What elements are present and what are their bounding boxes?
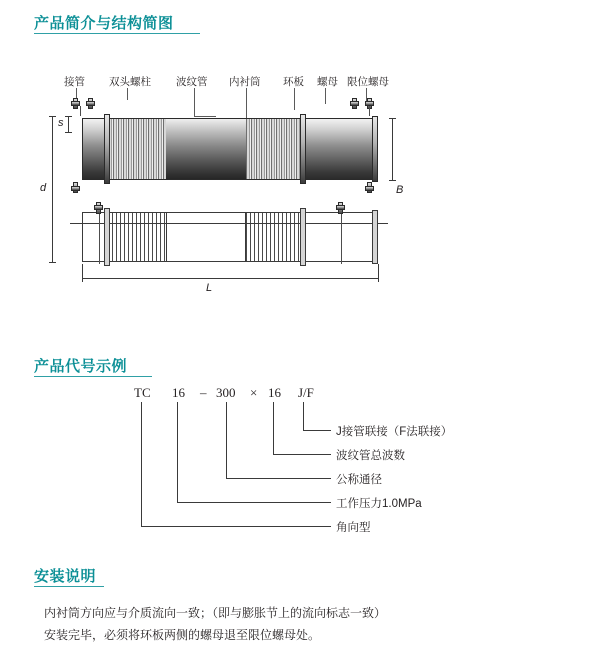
code-leader-h-pressure (177, 502, 331, 503)
code-leader-v-connection (303, 402, 304, 430)
section-view-ring-plate-right (300, 208, 306, 266)
section-tie-rod-right (341, 214, 342, 264)
tie-rod-right (369, 106, 370, 116)
dim-L-line (82, 278, 378, 279)
code-leader-h-diameter (226, 478, 331, 479)
dim-L-ext-left (82, 264, 83, 278)
tie-rod-left (80, 106, 81, 116)
code-leader-v-pressure (177, 402, 178, 502)
dim-d-tick-top (49, 116, 56, 117)
install-title-underline (34, 586, 104, 587)
dim-B-line (392, 118, 393, 180)
ring-plate-left (104, 114, 110, 184)
code-leader-v-diameter (226, 402, 227, 478)
code-leader-h-type (141, 526, 331, 527)
callout-label-1: 接管 (64, 76, 85, 88)
callout-label-2: 双头螺柱 (109, 76, 151, 88)
ring-plate-right (300, 114, 306, 184)
product-code-diagram (0, 350, 600, 550)
code-desc-diameter: 公称通径 (336, 474, 382, 486)
dim-d-tick-bottom (49, 262, 56, 263)
nut-left-2 (86, 101, 95, 106)
section-view-liner (166, 212, 246, 262)
code-leader-v-waves (273, 402, 274, 454)
dim-B-label: B (396, 184, 404, 196)
section-view-ring-plate-left (104, 208, 110, 266)
dim-B-tick-top (389, 118, 396, 119)
dim-s-tick-bottom (65, 132, 72, 133)
installation-line-2: 安装完毕，必须将环板两侧的螺母退至限位螺母处。 (44, 628, 321, 642)
installation-line-1: 内衬筒方向应与介质流向一致；（即与膨胀节上的流向标志一致） (44, 606, 387, 620)
code-token-waves: 16 (268, 385, 281, 400)
code-token-pressure: 16 (172, 385, 185, 400)
callout-label-3: 波纹管 (176, 76, 208, 88)
code-leader-h-connection (303, 430, 331, 431)
code-desc-waves: 波纹管总波数 (336, 450, 405, 462)
code-leader-v-type (141, 402, 142, 526)
dim-s-line (68, 116, 69, 132)
leader-line-6 (325, 88, 326, 104)
code-desc-pressure: 工作压力1.0MPa (336, 498, 422, 510)
bellows-left (108, 118, 166, 180)
drawing-title-underline (34, 33, 200, 34)
install-section-title: 安装说明 (34, 568, 97, 585)
dim-s-label: s (58, 117, 64, 129)
dim-L-ext-right (378, 264, 379, 278)
code-section-title: 产品代号示例 (34, 358, 128, 375)
section-view-flange-right (372, 210, 378, 264)
dim-d-label: d (40, 182, 47, 194)
code-token-times: × (250, 385, 258, 400)
pipe-nipple-right (304, 118, 376, 180)
structure-drawing (0, 60, 600, 300)
code-token-dash: – (200, 385, 207, 400)
nut-right-bottom (365, 186, 374, 191)
liner-core-center (166, 118, 246, 180)
flange-end-right (372, 116, 378, 182)
dim-B-tick-bottom (389, 180, 396, 181)
code-desc-type: 角向型 (336, 522, 371, 534)
callout-label-6: 螺母 (317, 76, 338, 88)
nut-left-1 (71, 101, 80, 106)
section-nut-left (94, 205, 103, 210)
section-nut-right (336, 205, 345, 210)
dim-d-line (52, 116, 53, 262)
leader-line-3-horizontal (194, 116, 216, 117)
callout-label-7: 限位螺母 (347, 76, 389, 88)
drawing-section-title: 产品简介与结构简图 (34, 15, 174, 32)
code-token-connection: J/F (298, 385, 314, 400)
nut-left-bottom (71, 186, 80, 191)
code-leader-h-waves (273, 454, 331, 455)
section-tie-rod-left (99, 214, 100, 264)
code-token-diameter: 300 (216, 385, 236, 400)
callout-label-5: 环板 (283, 76, 304, 88)
leader-line-3 (194, 88, 195, 116)
leader-line-2 (127, 88, 128, 100)
code-token-type: TC (134, 385, 151, 400)
section-view-bellows-left (108, 212, 166, 262)
bellows-right (246, 118, 304, 180)
leader-line-5 (294, 88, 295, 110)
dim-L-label: L (206, 282, 213, 294)
nut-right-1 (350, 101, 359, 106)
section-view-shell-right (304, 212, 376, 262)
section-view-bellows-right (246, 212, 304, 262)
callout-label-4: 内衬筒 (229, 76, 261, 88)
dim-s-tick-top (65, 116, 72, 117)
code-desc-connection: J接管联接（F法联接） (336, 426, 453, 438)
